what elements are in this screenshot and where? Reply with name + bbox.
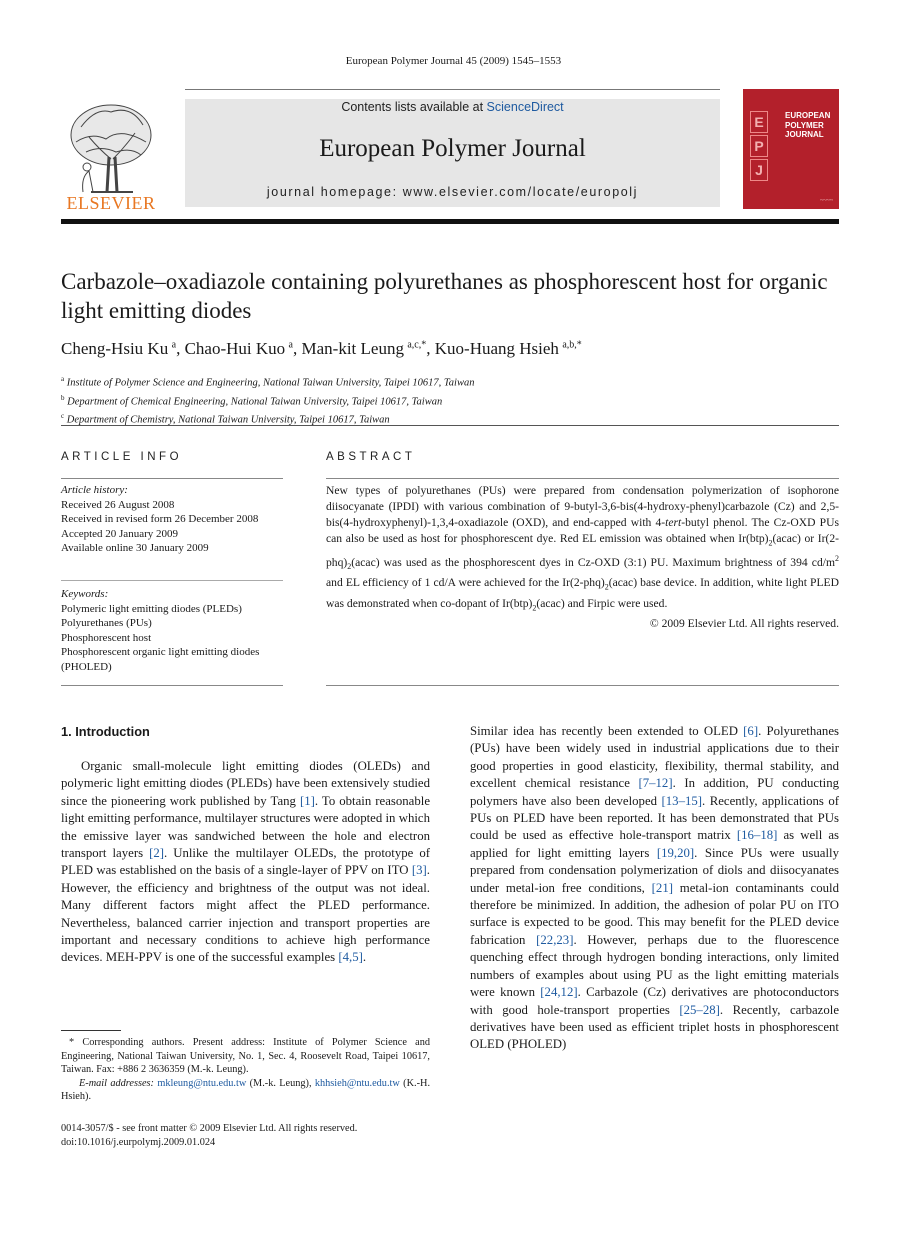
keyword-item: Polymeric light emitting diodes (PLEDs) [61,602,242,615]
sciencedirect-link[interactable]: ScienceDirect [486,100,564,114]
intro-paragraph-1: Organic small-molecule light emitting diodes (OLEDs) and polymeric light emitting diodes (PLEDs) have been extensively studied since the pioneering work published by Tang [1]. To obtain reasonable light emitting performance, multilayer structures were adopted in which the emissive layer was sandwiched between the hole and electron transport layers [2]. Unlike the multilayer OLEDs, the prototype of PLED was established on the basis of a single-layer of PPV on ITO [3]. However, the efficiency and brightness of the output was not ideal. Many different factors might affect the PLED performance. Nevertheless, balanced carrier injection and transport properties are important and necessary conditions to achieve high performance devices. MEH-PPV is one of the successful examples [4,5]. [61,759,430,965]
front-matter [61,1122,441,1150]
corresponding-note: * Corresponding authors. Present address: Institute of Polymer Science and Engineering, National Taiwan University, No. 1, Sec. 4, Roosevelt Road, Taipei 10617, Taiwan. Fax: +886 2 3636359 (M.-k. Leung). [61,1037,430,1075]
author-3[interactable]: Man-kit Leung [301,339,404,358]
article-history [61,483,291,556]
corresponding-author-footnote [61,1036,430,1104]
doi-line[interactable]: doi:10.1016/j.eurpolymj.2009.01.024 [61,1137,216,1148]
article-info-bottom-rule [61,685,283,686]
affiliation-a: $^a$ Institute of Polymer Science and Engineering, National Taiwan University, Taipei 10617, Taiwan [61,375,475,389]
keyword-item: Polyurethanes (PUs) [61,617,152,629]
author-4[interactable]: Kuo-Huang Hsieh [434,339,559,358]
article-info-heading: ARTICLE INFO [61,451,183,463]
history-revised: Received in revised form 26 December 2008 [61,513,259,525]
keywords [61,587,283,674]
history-received: Received 26 August 2008 [61,498,175,511]
masthead [61,89,839,225]
email-link-leung[interactable]: mkleung@ntu.edu.tw [157,1077,247,1089]
journal-homepage[interactable]: journal homepage: www.elsevier.com/locate/europolj [266,185,639,199]
contents-prefix: Contents lists available at [341,100,484,114]
history-accepted: Accepted 20 January 2009 [61,527,178,540]
abstract-copyright: © 2009 Elsevier Ltd. All rights reserved. [649,617,839,631]
keywords-label: Keywords: [61,588,109,600]
author-4-affil: a,b,* [562,339,582,351]
abstract-heading: ABSTRACT [326,451,416,463]
author-2[interactable]: Chao-Hui Kuo [184,339,286,358]
author-3-affil: a,c,* [407,339,427,351]
elsevier-wordmark: ELSEVIER [66,193,156,213]
cover-letter-1: E [750,111,768,133]
abstract-body: New types of polyurethanes (PUs) were prepared from condensation polymerization of isophorone diisocyanate (IPDI) with various combination of 9-butyl-3,6-bis(4-hydroxy-phenyl)carbazole (Cz) and 2,5-bis(4-hydroxyphenyl)-1,3,4-oxadiazole (OXD), and end-capped with 4-tert-butyl phenol. The Cz-OXD PUs can also be used as host for phosphorescent dye. Red EL emission was obtained when $Ir(btp)_2(acac)$ or $Ir(2-phq)_2(acac)$ was used as the phosphorescent dyes in Cz-OXD (3:1) PU. Maximum brightness of 394 $cd/m^2$ and EL efficiency of 1 cd/A were achieved for the $Ir(2-phq)_2(acac)$ base device. In addition, white light PLED was demonstrated when co-dopant of $Ir(btp)_2(acac)$ and Firpic were used. [326,484,839,613]
author-2-affil: a [288,339,293,351]
masthead-center [185,99,720,207]
author-1[interactable]: Cheng-Hsiu Ku [61,339,169,358]
section-divider [61,425,839,426]
article-title: Carbazole–oxadiazole containing polyurethanes as phosphorescent host for organic light emitting diodes [61,269,828,323]
email-note: E-mail addresses: mkleung@ntu.edu.tw (M.-k. Leung), khhsieh@ntu.edu.tw (K.-H. Hsieh). [61,1077,431,1102]
cover-letter-2: P [750,135,768,157]
cover-title: EUROPEAN POLYMER JOURNAL [785,111,831,139]
journal-citation: European Polymer Journal 45 (2009) 1545–1553 [345,55,562,67]
contents-line [185,100,720,114]
footnote-rule [61,1030,121,1031]
masthead-top-rule [185,89,720,90]
author-1-affil: a [171,339,177,351]
abstract-bottom-rule [326,685,839,686]
affiliation-b: $^b$ Department of Chemical Engineering, National Taiwan University, Taipei 10617, Taiwan [61,393,443,407]
author-list: Cheng-Hsiu Ku $^a$, Chao-Hui Kuo $^a$, Man-kit Leung $^{a,c,*}$, Kuo-Huang Hsieh $^{a,b,*}$ [61,339,582,358]
affiliation-c: $^c$ Department of Chemistry, National Taiwan University, Taipei 10617, Taiwan [61,412,390,426]
journal-cover-image [743,89,839,209]
article-info-rule [61,478,283,479]
email-link-hsieh[interactable]: khhsieh@ntu.edu.tw [314,1077,400,1089]
history-online: Available online 30 January 2009 [61,542,209,554]
masthead-bottom-rule [61,219,839,224]
issn-line: 0014-3057/$ - see front matter © 2009 Elsevier Ltd. All rights reserved. [61,1123,358,1134]
history-label: Article history: [61,484,128,496]
cover-letter-3: J [750,159,768,181]
journal-name: European Polymer Journal [319,135,586,162]
cover-publisher-mark: ~~~~ [820,198,833,204]
section-heading-introduction: 1. Introduction [61,724,150,739]
abstract-rule [326,478,839,479]
affiliations [61,372,841,428]
keyword-item: Phosphorescent organic light emitting diodes (PHOLED) [61,646,260,673]
intro-paragraph-2: Similar idea has recently been extended to OLED [6]. Polyurethanes (PUs) have been widely used in industrial applications due to their good properties in good elasticity, flexibility, thermal stability, and excellent chemical resistance [7–12]. In addition, PU conducting polymers have also been developed [13–15]. Recently, applications of PUs on PLED have been reported. It has been demonstrated that PUs could be used as effective hole-transport matrix [16–18] as well as applied for light emitting layers [19,20]. Since PUs were usually prepared from condensation polymerization of diols and diisocyanates under metal-ion free conditions, [21] metal-ion contaminants could therefore be minimized. In addition, the adhesion of polar PU on ITO surface is expected to be good. This may benefit for the PLED device fabrication [22,23]. However, perhaps due to the fluorescence quenching effect through hydrogen bonding interactions, only limited numbers of examples about using PU as the light emitting materials were known [24,12]. Carbazole (Cz) derivatives are photoconductors with good hole-transport properties [25–28]. Recently, carbazole derivatives have been used as efficient triplet hosts in phosphorescent OLED (PHOLED) [470,724,840,1052]
keywords-rule [61,580,283,581]
keyword-item: Phosphorescent host [61,631,152,644]
abstract-text [326,483,839,632]
